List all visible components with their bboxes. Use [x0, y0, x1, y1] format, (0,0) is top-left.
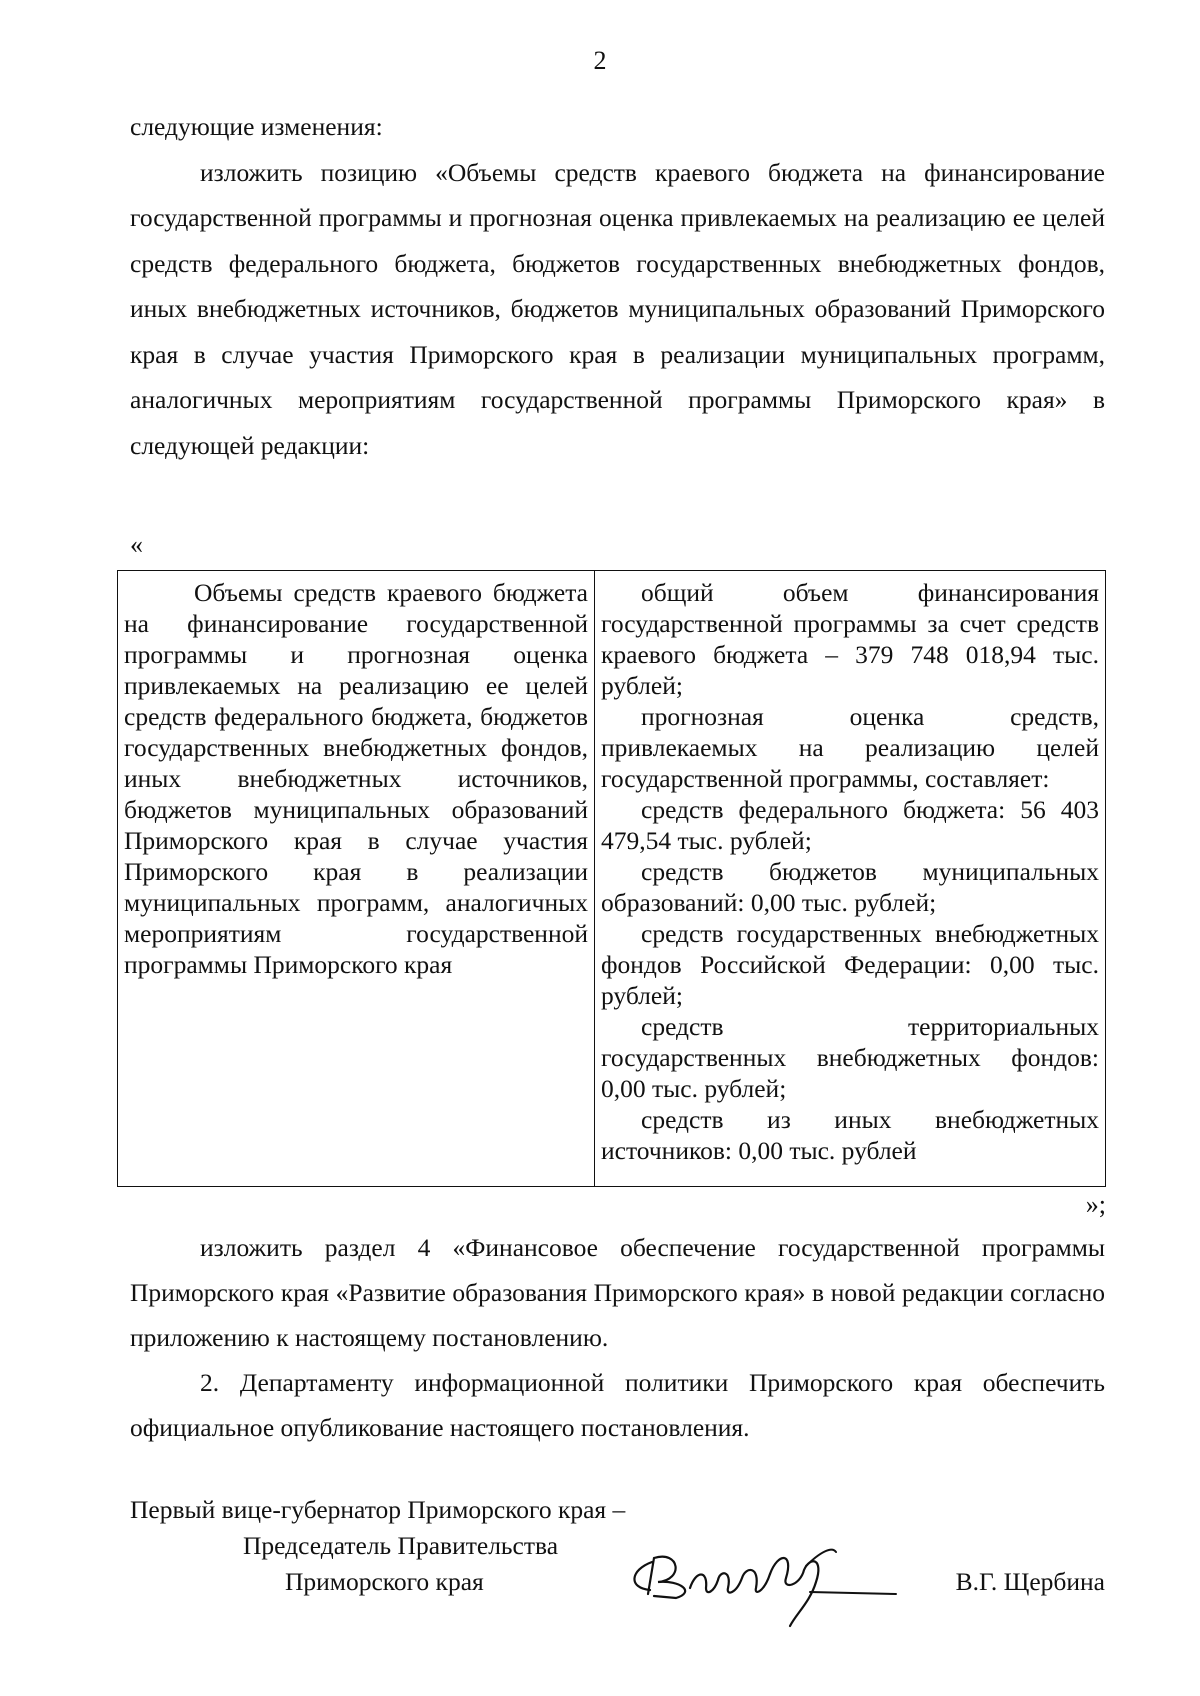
- table-cell-right: [595, 571, 1106, 1187]
- signatory-title-line-3: Приморского края: [285, 1567, 484, 1596]
- paragraph-item-2: 2. Департаменту информационной политики Приморского края обеспечить официальное опубликование настоящего постановления.: [130, 1368, 1105, 1442]
- table-right-line: средств бюджетов муниципальных образований: 0,00 тыс. рублей;: [601, 857, 1099, 917]
- close-quote: »;: [1085, 1190, 1106, 1219]
- table-right-line: средств государственных внебюджетных фондов Российской Федерации: 0,00 тыс. рублей;: [601, 919, 1099, 1010]
- open-quote: «: [130, 530, 143, 559]
- signatory-title-line-2: Председатель Правительства: [243, 1531, 559, 1560]
- body-after: [130, 1225, 1105, 1450]
- table-cell-left: [118, 571, 595, 1187]
- page-number: 2: [593, 46, 607, 75]
- paragraph-change-1: изложить позицию «Объемы средств краевого бюджета на финансирование государственной программы и прогнозная оценка привлекаемых на реализацию ее целей средств федерального бюджета, бюджетов государственных внебюджетных фондов, иных внебюджетных источников, бюджетов муниципальных образований Приморского края в случае участия Приморского края в реализации муниципальных программ, аналогичных мероприятиям государственной программы Приморского края» в следующей редакции:: [130, 157, 1105, 460]
- table-right-line: средств территориальных государственных внебюджетных фондов: 0,00 тыс. рублей;: [601, 1012, 1099, 1103]
- table-row: [118, 571, 1106, 1187]
- signatory-title-line-1: Первый вице-губернатор Приморского края –: [130, 1495, 626, 1524]
- table-right-line: прогнозная оценка средств, привлекаемых на реализацию целей государственной программы, составляет:: [601, 702, 1099, 793]
- signatory-name: В.Г. Щербина: [955, 1567, 1105, 1596]
- budget-table: [117, 570, 1106, 1187]
- main-text: [130, 104, 1105, 468]
- table-right-line: средств из иных внебюджетных источников: 0,00 тыс. рублей: [601, 1105, 1099, 1165]
- handwritten-signature: [610, 1522, 900, 1632]
- table-left-text: Объемы средств краевого бюджета на финансирование государственной программы и прогнозная оценка привлекаемых на реализацию ее целей средств федерального бюджета, бюджетов государственных внебюджетных фондов, иных внебюджетных источников, бюджетов муниципальных образований Приморского края в случае участия Приморского края в реализации муниципальных программ, аналогичных мероприятиям государственной программы Приморского края: [124, 578, 588, 979]
- table-right-line: общий объем финансирования государственной программы за счет средств краевого бюджета – 379 748 018,94 тыс. рублей;: [601, 578, 1099, 700]
- table-right-line: средств федерального бюджета: 56 403 479,54 тыс. рублей;: [601, 795, 1099, 855]
- paragraph-intro: следующие изменения:: [130, 112, 383, 141]
- paragraph-change-2: изложить раздел 4 «Финансовое обеспечение государственной программы Приморского края «Развитие образования Приморского края» в новой редакции согласно приложению к настоящему постановлению.: [130, 1233, 1105, 1352]
